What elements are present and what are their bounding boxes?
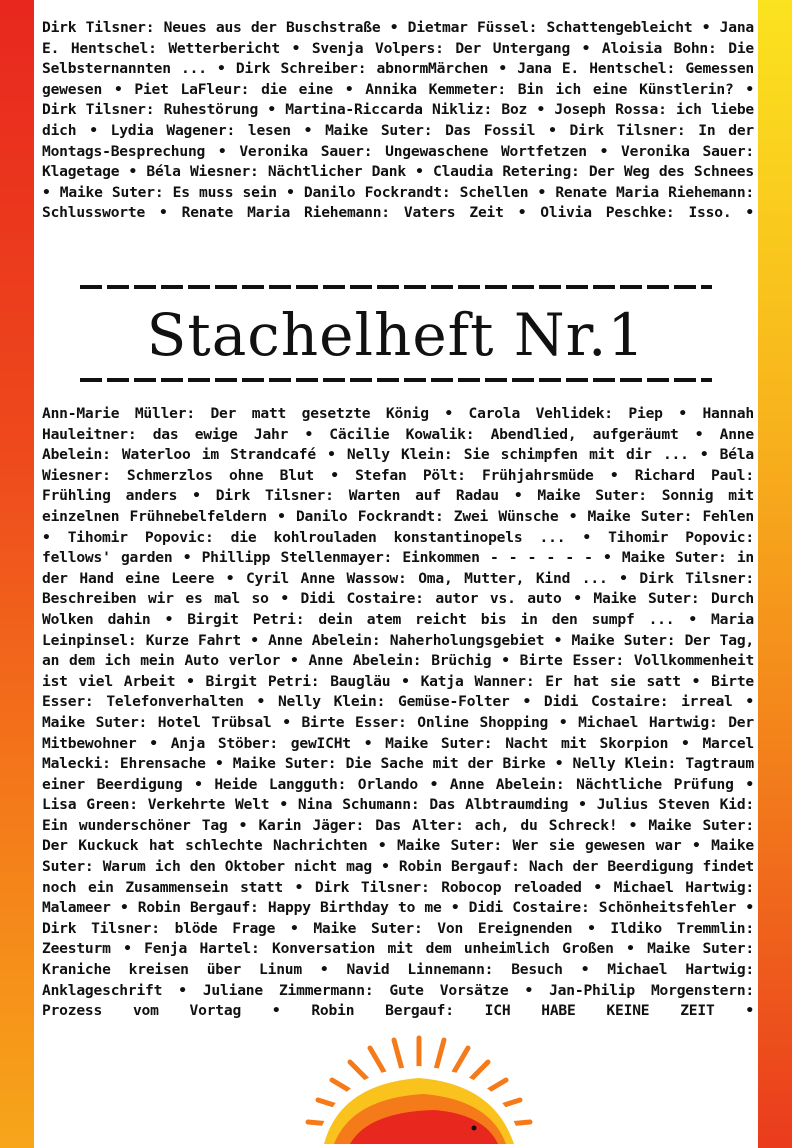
contents-entry: Nelly Klein: Tagtraum einer Beerdigung bbox=[42, 755, 755, 793]
bullet-separator: • bbox=[290, 121, 326, 139]
bullet-separator: • bbox=[145, 204, 182, 222]
contents-entry: Maike Suter: Der Kuckuck hat schlechte Nachrichten bbox=[42, 816, 754, 855]
bullet-separator: • bbox=[572, 919, 611, 937]
contents-entry: Jan-Philip Morgenstern: Prozess vom Vortag bbox=[42, 981, 755, 1020]
top-dashed-rule bbox=[80, 283, 712, 291]
bullet-separator: • bbox=[162, 981, 203, 999]
bullet-separator: • bbox=[313, 466, 356, 484]
contents-entry: Jana E. Hentschel: Wetterbericht bbox=[42, 19, 754, 57]
contents-entry: Nina Schumann: Das Albtraumding bbox=[297, 796, 569, 814]
bullet-separator: • bbox=[280, 652, 309, 670]
bullet-separator: • bbox=[119, 163, 147, 181]
contents-entry: Maike Suter: Hotel Trübsal bbox=[42, 713, 272, 731]
contents-entry: Anne Abelein: Waterloo im Strandcafé bbox=[42, 425, 754, 464]
bullet-separator: • bbox=[678, 425, 720, 443]
bullet-separator: • bbox=[733, 80, 754, 98]
bullet-separator: • bbox=[268, 590, 301, 608]
bullet-separator: • bbox=[227, 816, 259, 834]
contents-entry: Renate Maria Riehemann: Schlussworte bbox=[42, 183, 755, 222]
bullet-separator: • bbox=[586, 142, 621, 160]
contents-entry: Phillipp Stellenmayer: Einkommen - - - - - - bbox=[201, 549, 593, 567]
bullet-separator: • bbox=[565, 528, 609, 546]
bullet-separator: • bbox=[110, 899, 138, 917]
bullet-separator: • bbox=[428, 405, 469, 422]
bullet-separator: • bbox=[488, 60, 518, 78]
contents-entry: Maike Suter: Nacht mit Skorpion bbox=[385, 734, 669, 752]
contents-entry: Dirk Tilsner: Warten auf Radau bbox=[215, 487, 499, 505]
contents-entry: Jana E. Hentschel: Gemessen gewesen bbox=[42, 60, 755, 98]
bullet-separator: • bbox=[736, 899, 754, 917]
bullet-separator: • bbox=[390, 672, 421, 690]
contents-entry: Cyril Anne Wassow: Oma, Mutter, Kind ... bbox=[246, 569, 608, 587]
bullet-separator: • bbox=[150, 610, 188, 628]
contents-entry: Michael Hartwig: Malameer bbox=[42, 878, 755, 917]
bullet-separator: • bbox=[509, 693, 544, 711]
bullet-separator: • bbox=[275, 919, 314, 937]
bullet-separator: • bbox=[491, 652, 520, 670]
contents-entry: Olivia Peschke: Isso. bbox=[540, 204, 732, 222]
bullet-separator: • bbox=[581, 878, 614, 896]
contents-entry: Tihomir Popovic: fellows' garden bbox=[42, 528, 754, 567]
bullet-separator: • bbox=[42, 183, 60, 201]
bullet-separator: • bbox=[205, 142, 240, 160]
contents-entry: Didi Costaire: Schönheitsfehler bbox=[468, 899, 737, 917]
bullet-separator: • bbox=[688, 446, 720, 464]
contents-entry: Maike Suter: Warum ich den Oktober nicht mag bbox=[42, 837, 754, 876]
bullet-separator: • bbox=[241, 1002, 312, 1020]
bullet-separator: • bbox=[371, 858, 399, 876]
bottom-dashed-rule bbox=[80, 376, 712, 384]
bullet-separator: • bbox=[593, 466, 635, 484]
contents-entry: Heide Langguth: Orlando bbox=[214, 775, 418, 793]
bottom-contents-block bbox=[42, 404, 754, 1022]
bullet-separator: • bbox=[617, 816, 649, 834]
contents-entry: Robin Bergauf: Happy Birthday to me bbox=[137, 899, 442, 917]
contents-entry: Maike Suter: Wer sie gewesen war bbox=[397, 837, 682, 855]
contents-entry: Nelly Klein: Gemüse-Folter bbox=[277, 693, 510, 711]
contents-entry: Béla Wiesner: Nächtlicher Dank bbox=[146, 163, 406, 181]
contents-entry: Joseph Rossa: ich liebe dich bbox=[42, 101, 754, 139]
contents-entry: Martina-Riccarda Nikliz: Boz bbox=[285, 101, 528, 119]
bullet-separator: • bbox=[269, 796, 298, 814]
contents-entry: Stefan Pölt: Frühjahrsmüde bbox=[355, 466, 594, 484]
bullet-separator: • bbox=[258, 101, 286, 119]
contents-entry: Tihomir Popovic: die kohlrouladen konstantinopels ... bbox=[67, 528, 566, 546]
bullet-separator: • bbox=[350, 734, 386, 752]
contents-entry: Fenja Hartel: Konversation mit dem unheimlich Großen bbox=[144, 940, 614, 958]
contents-entry: Hannah Hauleitner: das ewige Jahr bbox=[42, 405, 754, 443]
bullet-separator: • bbox=[561, 590, 594, 608]
bullet-separator: • bbox=[279, 39, 312, 57]
bullet-separator: • bbox=[731, 204, 754, 222]
contents-entry: Robin Bergauf: Nach der Beerdigung findet noch ein Zusammensein statt bbox=[42, 858, 754, 896]
bullet-separator: • bbox=[288, 425, 330, 443]
contents-entry: Julius Steven Kid: Ein wunderschöner Tag bbox=[42, 796, 755, 834]
contents-entry: Didi Costaire: autor vs. auto bbox=[300, 590, 562, 608]
bullet-separator: • bbox=[271, 713, 302, 731]
bullet-separator: • bbox=[172, 549, 202, 567]
bullet-separator: • bbox=[545, 755, 573, 773]
contents-entry: Dirk Tilsner: blöde Frage bbox=[42, 919, 276, 937]
contents-entry: Dirk Tilsner: Neues aus der Buschstraße bbox=[42, 19, 381, 36]
contents-entry: Juliane Zimmermann: Gute Vorsätze bbox=[202, 981, 509, 999]
bullet-separator: • bbox=[732, 693, 755, 711]
contents-entry: Maike Suter: Kraniche kreisen über Linum bbox=[42, 940, 754, 979]
bullet-separator: • bbox=[613, 940, 648, 958]
contents-entry: Ildiko Tremmlin: Zeesturm bbox=[42, 919, 754, 958]
contents-entry: Anne Abelein: Nächtliche Prüfung bbox=[449, 775, 734, 793]
bullet-separator: • bbox=[76, 121, 111, 139]
bullet-separator: • bbox=[681, 837, 712, 855]
contents-entry: Karin Jäger: Das Alter: ach, du Schreck! bbox=[258, 816, 618, 834]
bullet-separator: • bbox=[136, 734, 171, 752]
top-contents-block bbox=[42, 18, 754, 224]
contents-entry: Maike Suter: Fehlen bbox=[587, 507, 754, 525]
bullet-separator: • bbox=[405, 163, 433, 181]
bullet-separator: • bbox=[548, 713, 579, 731]
contents-entry: Annika Kemmeter: Bin ich eine Künstlerin? bbox=[365, 80, 734, 98]
bullet-separator: • bbox=[206, 60, 236, 78]
contents-entry: Michael Hartwig: Der Mitbewohner bbox=[42, 713, 754, 752]
contents-entry: Birte Esser: Telefonverhalten bbox=[42, 672, 754, 711]
bullet-separator: • bbox=[680, 672, 712, 690]
contents-entry: Carola Vehlidek: Piep bbox=[468, 405, 663, 422]
contents-entry: Maike Suter: Von Ereignenden bbox=[313, 919, 573, 937]
bullet-separator: • bbox=[562, 961, 608, 979]
contents-entry: Marcel Malecki: Ehrensache bbox=[42, 734, 754, 773]
contents-entry: Dirk Schreiber: abnormMärchen bbox=[235, 60, 489, 78]
bullet-separator: • bbox=[498, 487, 538, 505]
bullet-separator: • bbox=[266, 507, 296, 525]
contents-entry: Piet LaFleur: die eine bbox=[134, 80, 334, 98]
contents-entry: Dirk Tilsner: Beschreiben wir es mal so bbox=[42, 569, 754, 608]
bullet-separator: • bbox=[240, 631, 269, 649]
bullet-separator: • bbox=[315, 446, 347, 464]
bullet-separator: • bbox=[283, 878, 315, 896]
contents-entry: Dirk Tilsner: Robocop reloaded bbox=[314, 878, 582, 896]
bullet-separator: • bbox=[380, 19, 408, 36]
contents-entry: Anne Abelein: Naherholungsgebiet bbox=[268, 631, 545, 649]
bullet-separator: • bbox=[508, 981, 550, 999]
contents-entry: Dietmar Füssel: Schattengebleicht bbox=[407, 19, 693, 36]
contents-entry: Nelly Klein: Sie schimpfen mit dir ... bbox=[346, 446, 689, 464]
bullet-separator: • bbox=[733, 775, 754, 793]
bullet-separator: • bbox=[276, 183, 304, 201]
bullet-separator: • bbox=[243, 693, 278, 711]
contents-entry: Birte Esser: Vollkommenheit ist viel Arbeit bbox=[42, 652, 755, 690]
contents-entry: Birte Esser: Online Shopping bbox=[301, 713, 549, 731]
bullet-separator: • bbox=[692, 19, 720, 36]
left-gradient-edge bbox=[0, 0, 34, 1148]
contents-entry: Maike Suter: Sonnig mit einzelnen Frühnebelfeldern bbox=[42, 487, 755, 525]
top-contents-list bbox=[42, 18, 754, 224]
bullet-separator: • bbox=[674, 610, 712, 628]
contents-entry: Danilo Fockrandt: Zwei Wünsche bbox=[295, 507, 559, 525]
bullet-separator: • bbox=[668, 734, 703, 752]
contents-entry: Richard Paul: Frühling anders bbox=[42, 466, 754, 505]
contents-entry: Robin Bergauf: ICH HABE KEINE ZEIT bbox=[311, 1002, 715, 1020]
bullet-separator: • bbox=[205, 755, 233, 773]
cover-page bbox=[34, 0, 758, 1148]
contents-entry: Didi Costaire: irreal bbox=[543, 693, 733, 711]
contents-entry: Maike Suter: Der Tag, an dem ich mein Auto verlor bbox=[42, 631, 754, 670]
contents-entry: Maria Leinpinsel: Kurze Fahrt bbox=[42, 610, 754, 649]
bullet-separator: • bbox=[182, 775, 215, 793]
bullet-separator: • bbox=[301, 961, 347, 979]
contents-entry: Maike Suter: Durch Wolken dahin bbox=[42, 590, 754, 628]
contents-entry: Michael Hartwig: Anklageschrift bbox=[42, 961, 755, 999]
contents-entry: Lisa Green: Verkehrte Welt bbox=[42, 796, 270, 814]
page-title: Stachelheft Nr.1 bbox=[146, 301, 646, 369]
right-gradient-edge bbox=[758, 0, 792, 1148]
contents-entry: Anja Stöber: gewICHt bbox=[170, 734, 351, 752]
bullet-separator: • bbox=[714, 1002, 754, 1020]
contents-entry: Danilo Fockrandt: Schellen bbox=[303, 183, 529, 201]
bullet-separator: • bbox=[535, 121, 570, 139]
contents-entry: Renate Maria Riehemann: Vaters Zeit bbox=[181, 204, 504, 222]
contents-entry: Maike Suter: Die Sache mit der Birke bbox=[232, 755, 546, 773]
contents-entry: Maike Suter: Das Fossil bbox=[325, 121, 536, 139]
bullet-separator: • bbox=[503, 204, 541, 222]
bullet-separator: • bbox=[367, 837, 398, 855]
contents-entry: Claudia Retering: Der Weg des Schnees bbox=[433, 163, 754, 181]
bullet-separator: • bbox=[568, 796, 597, 814]
bullet-separator: • bbox=[607, 569, 640, 587]
contents-entry: Cäcilie Kowalik: Abendlied, aufgeräumt bbox=[329, 425, 679, 443]
contents-entry: Aloisia Bohn: Die Selbsternannten ... bbox=[42, 39, 755, 78]
contents-entry: Svenja Volpers: Der Untergang bbox=[311, 39, 571, 57]
bullet-separator: • bbox=[417, 775, 450, 793]
bullet-separator: • bbox=[544, 631, 572, 649]
bullet-separator: • bbox=[42, 528, 68, 546]
bullet-separator: • bbox=[592, 549, 622, 567]
contents-entry: Katja Wanner: Er hat sie satt bbox=[420, 672, 681, 690]
bullet-separator: • bbox=[175, 672, 206, 690]
contents-entry: Maike Suter: in der Hand eine Leere bbox=[42, 549, 754, 587]
contents-entry: Ann-Marie Müller: Der matt gesetzte König bbox=[42, 405, 429, 422]
contents-entry: Dirk Tilsner: Ruhestörung bbox=[42, 101, 259, 119]
bullet-separator: • bbox=[177, 487, 216, 505]
bullet-separator: • bbox=[527, 101, 555, 119]
contents-entry: Veronika Sauer: Klagetage bbox=[42, 142, 754, 181]
hedgehog-sunrise-logo bbox=[294, 1032, 544, 1148]
contents-entry: Béla Wiesner: Schmerzlos ohne Blut bbox=[42, 446, 754, 484]
bullet-separator: • bbox=[214, 569, 246, 587]
contents-entry: Lydia Wagener: lesen bbox=[110, 121, 291, 139]
contents-entry: Navid Linnemann: Besuch bbox=[346, 961, 563, 979]
contents-entry: Maike Suter: Es muss sein bbox=[59, 183, 277, 201]
bullet-separator: • bbox=[662, 405, 703, 422]
bullet-separator: • bbox=[110, 940, 145, 958]
bullet-separator: • bbox=[570, 39, 602, 57]
contents-entry: Dirk Tilsner: In der Montags-Besprechung bbox=[42, 121, 754, 160]
contents-entry: Birgit Petri: dein atem reicht bis in den sumpf ... bbox=[187, 610, 675, 628]
contents-entry: Birgit Petri: Baugläu bbox=[205, 672, 391, 690]
bullet-separator: • bbox=[102, 80, 135, 98]
bullet-separator: • bbox=[441, 899, 469, 917]
bottom-contents-list bbox=[42, 404, 754, 1022]
contents-entry: Anne Abelein: Brüchig bbox=[308, 652, 492, 670]
bullet-separator: • bbox=[558, 507, 588, 525]
bullet-separator: • bbox=[528, 183, 556, 201]
bullet-separator: • bbox=[333, 80, 366, 98]
contents-entry: Veronika Sauer: Ungewaschene Wortfetzen bbox=[239, 142, 587, 160]
